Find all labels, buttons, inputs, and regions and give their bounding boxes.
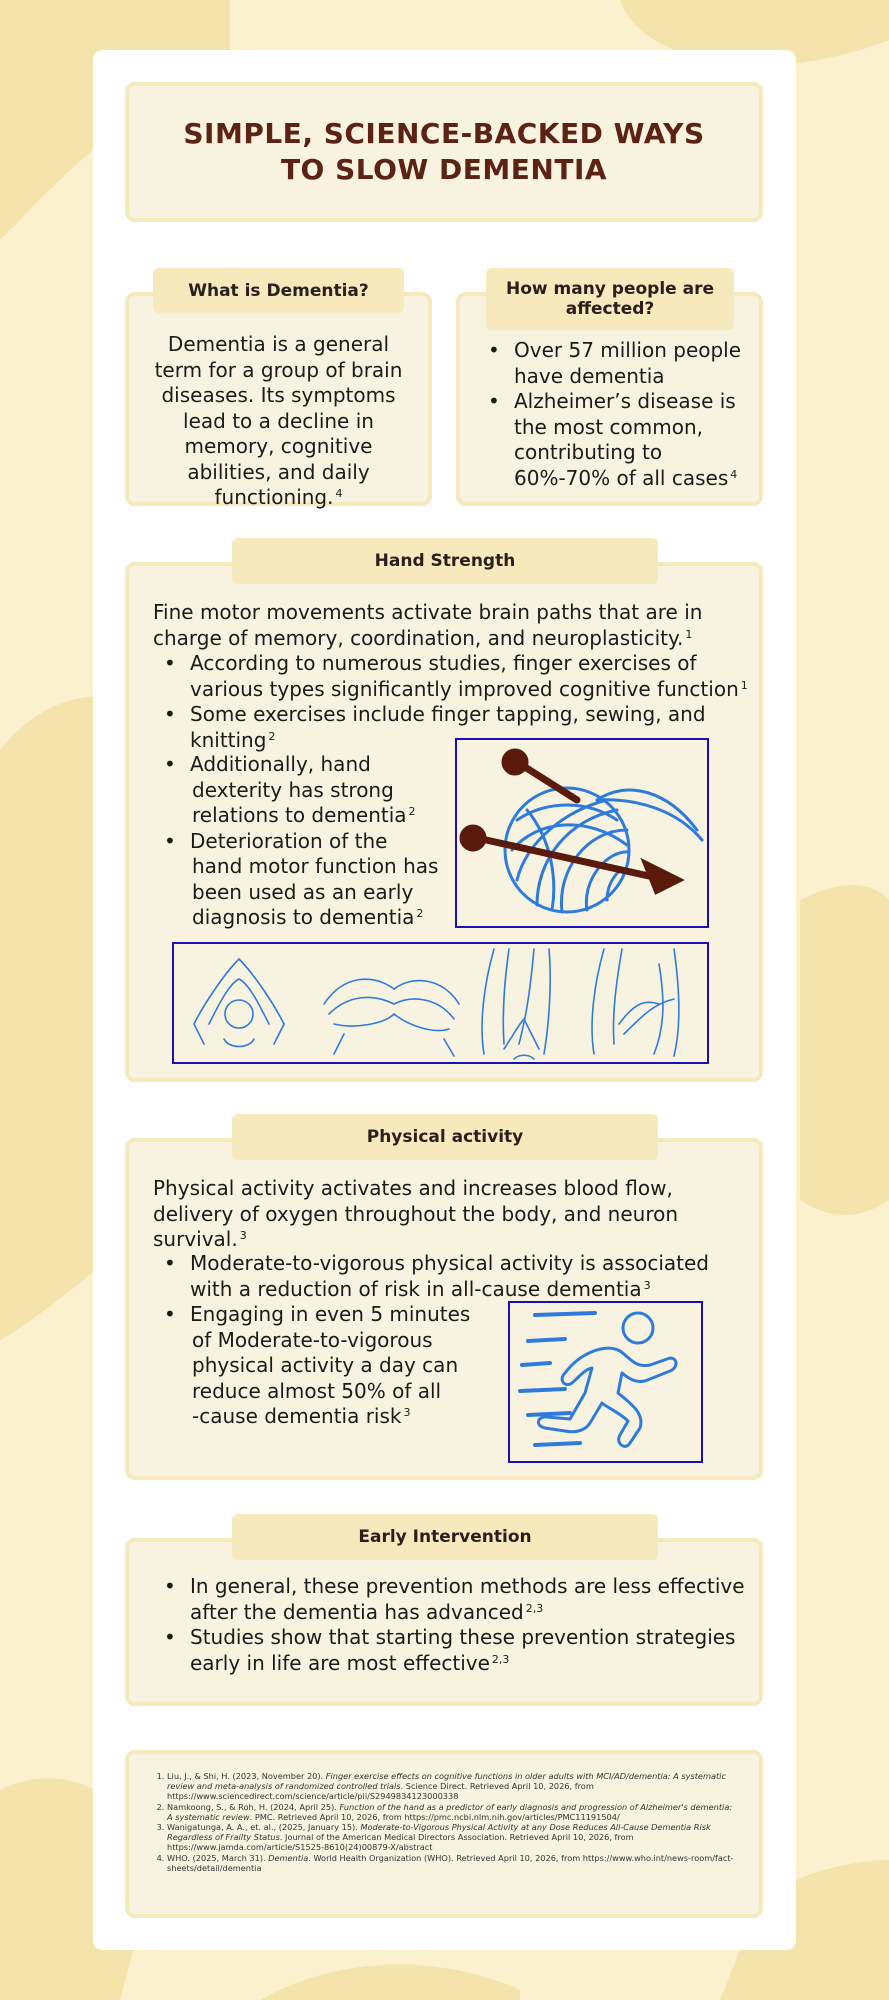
title-line-2: TO SLOW DEMENTIA <box>280 153 608 186</box>
reference-marker: 2 <box>416 907 424 920</box>
reference-authors: Wanigatunga, A. A., et. al., (2025, January 15). <box>167 1822 361 1833</box>
reference-title: Moderate-to-Vigorous Physical Activity at any Dose Reduces All-Cause Dementia Risk Regardless of Frailty Status <box>167 1822 711 1843</box>
hands-icon <box>174 944 707 1062</box>
early-bullet-2: Studies show that starting these prevention strategies early in life are most effective <box>190 1625 736 1675</box>
physical-activity-heading: Physical activity <box>232 1114 658 1160</box>
reference-item <box>167 1853 737 1873</box>
physical-bullet-2-line-4: reduce almost 50% of all <box>192 1378 442 1403</box>
reference-marker: 2 <box>408 805 416 818</box>
reference-authors: Liu, J., & Shi, H. (2023, November 20). <box>167 1771 326 1781</box>
physical-bullet-2-line-1: Engaging in even 5 minutes <box>190 1302 471 1326</box>
what-is-dementia-text <box>143 332 414 511</box>
physical-bullet-2-line-3: physical activity a day can <box>192 1353 459 1377</box>
hand-bullet-2: Some exercises include finger tapping, sewing, and knitting <box>190 702 706 752</box>
list-item <box>190 1625 750 1676</box>
early-intervention-list <box>190 1574 750 1676</box>
reference-source: . World Health Organization (WHO). Retrieved April 10, 2026, from https://www.who.int/news-room/fact-sheets/detail/dementia <box>167 1852 734 1873</box>
physical-intro-text: Physical activity activates and increases blood flow, delivery of oxygen throughout the body, and neuron survival. <box>153 1176 679 1251</box>
how-many-bullet-1: Over 57 million people have dementia <box>514 338 742 388</box>
reference-marker: 2,3 <box>491 1652 510 1666</box>
hand-bullet-4-line-4: diagnosis to dementia <box>192 905 415 929</box>
physical-activity-list <box>190 1251 750 1302</box>
finger-exercise-illustration <box>172 942 709 1064</box>
yarn-ball-icon <box>457 740 707 926</box>
hand-bullet-4-line-1: Deterioration of the <box>190 828 388 853</box>
physical-bullet-2-line-2: of Moderate-to-vigorous <box>192 1327 433 1352</box>
reference-marker: 3 <box>239 1229 247 1242</box>
hand-bullet-3-line-2: dexterity has strong <box>192 777 394 802</box>
hand-intro-text: Fine motor movements activate brain paths that are in charge of memory, coordination, and neuroplasticity. <box>153 600 703 650</box>
physical-activity-intro <box>153 1176 713 1253</box>
physical-bullet-2-line-5: -cause dementia risk <box>192 1404 402 1428</box>
reference-authors: Namkoong, S., & Roh, H. (2024, April 25). <box>167 1801 340 1812</box>
reference-marker: 1 <box>685 627 693 641</box>
references-list <box>157 1771 737 1873</box>
title-panel <box>125 82 763 222</box>
what-is-dementia-heading: What is Dementia? <box>153 268 404 313</box>
list-item <box>190 651 750 702</box>
reference-item <box>167 1822 737 1853</box>
hand-bullet-3-line-1: Additionally, hand <box>190 752 371 776</box>
reference-marker: 2 <box>268 729 276 743</box>
list-item <box>190 1251 750 1302</box>
running-person-icon <box>510 1303 701 1461</box>
reference-title: Function of the hand as a predictor of early diagnosis and progression of Alzheimer's dementia: A systematic review <box>167 1801 733 1822</box>
hand-bullet-4-line-2: hand motor function has <box>192 854 439 878</box>
reference-marker: 3 <box>403 1406 411 1419</box>
how-many-heading-line-2: affected? <box>565 299 655 319</box>
early-intervention-heading: Early Intervention <box>232 1514 658 1560</box>
how-many-bullet-2: Alzheimer’s disease is the most common, contributing to 60%-70% of all cases <box>514 389 736 490</box>
reference-marker: 3 <box>643 1278 651 1292</box>
list-item <box>514 389 754 491</box>
reference-source: . Science Direct. Retrieved April 10, 2026, from https://www.sciencedirect.com/science/article/pii/S2949834123000338 <box>167 1781 594 1802</box>
list-item <box>190 752 450 829</box>
physical-activity-list-continued <box>190 1302 490 1430</box>
reference-item <box>167 1802 737 1822</box>
list-item <box>190 829 450 931</box>
list-item <box>190 1574 750 1625</box>
yarn-ball-illustration <box>455 738 709 928</box>
reference-title: Dementia <box>268 1852 309 1863</box>
reference-marker: 2,3 <box>525 1601 544 1615</box>
reference-source: . PMC. Retrieved April 10, 2026, from https://pmc.ncbi.nlm.nih.gov/articles/PMC11191504/ <box>249 1811 620 1822</box>
reference-source: . Journal of the American Medical Directors Association. Retrieved April 10, 2026, from https://www.jamda.com/article/S1525-8610(24)00879-X/abstract <box>167 1832 634 1853</box>
physical-bullet-1: Moderate-to-vigorous physical activity is associated with a reduction of risk in all-cause dementia <box>190 1251 710 1301</box>
how-many-heading <box>486 268 734 330</box>
hand-bullet-1: According to numerous studies, finger exercises of various types significantly improved cognitive function <box>190 651 739 701</box>
hand-strength-heading: Hand Strength <box>232 538 658 584</box>
hand-bullet-3-line-3: relations to dementia <box>192 803 407 827</box>
list-item <box>190 1302 490 1430</box>
reference-marker: 4 <box>730 467 738 481</box>
early-bullet-1: In general, these prevention methods are less effective after the dementia has advanced <box>190 1574 745 1624</box>
reference-item <box>167 1771 737 1802</box>
reference-authors: WHO. (2025, March 31). <box>167 1852 269 1863</box>
title-line-1: SIMPLE, SCIENCE-BACKED WAYS <box>183 117 705 150</box>
how-many-heading-line-1: How many people are <box>505 279 715 299</box>
page-title <box>183 116 704 188</box>
runner-illustration <box>508 1301 703 1463</box>
reference-title: Finger exercise effects on cognitive functions in older adults with MCI/AD/dementia: A systematic review and meta-analysis of randomized controlled trials <box>167 1771 726 1792</box>
reference-marker: 1 <box>740 678 748 692</box>
early-intervention-panel <box>125 1538 763 1706</box>
list-item <box>514 338 754 389</box>
hand-bullet-4-line-3: been used as an early <box>192 879 414 904</box>
hand-strength-intro <box>153 600 743 651</box>
what-is-dementia-panel <box>125 292 432 509</box>
how-many-list <box>514 338 754 491</box>
reference-marker: 4 <box>335 487 343 500</box>
what-is-dementia-body: Dementia is a general term for a group of brain diseases. Its symptoms lead to a decline in memory, cognitive abilities, and daily functioning. <box>154 332 403 509</box>
hand-strength-list-continued <box>190 752 450 931</box>
